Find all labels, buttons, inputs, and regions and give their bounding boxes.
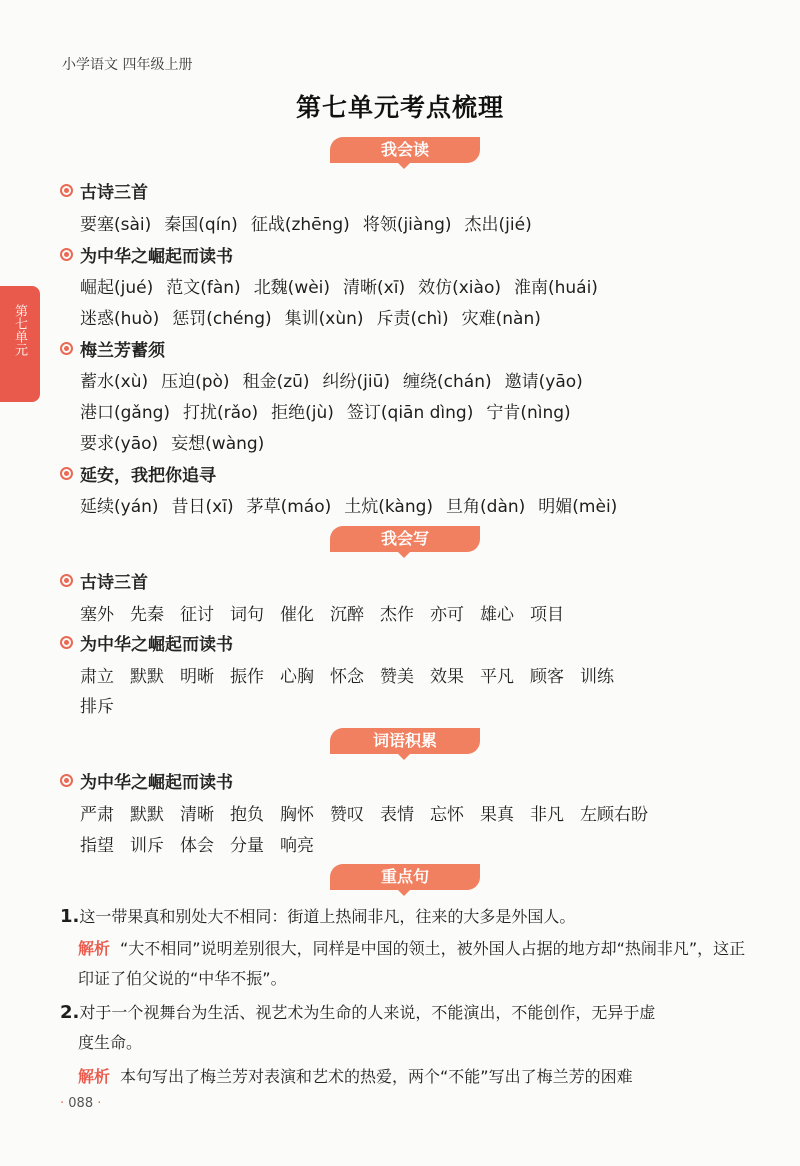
word-item: 非凡 <box>530 805 564 825</box>
word-item: 雄心 <box>480 605 514 625</box>
page-number: · 088 · <box>60 1096 102 1111</box>
word-item: 签订(qiān dìng) <box>346 403 474 423</box>
word-item: 清晰(xī) <box>343 278 406 298</box>
word-row <box>80 429 277 454</box>
word-item: 默默 <box>130 805 164 825</box>
explanation-text: 本句写出了梅兰芳对表演和艺术的热爱，两个“不能”写出了梅兰芳的困难 <box>120 1067 633 1086</box>
word-item: 顾客 <box>530 667 564 687</box>
word-item: 缠绕(chán) <box>403 372 492 392</box>
word-item: 明晰 <box>180 667 214 687</box>
word-item: 清晰 <box>180 805 214 825</box>
word-item: 催化 <box>280 605 314 625</box>
word-item: 打扰(rǎo) <box>183 403 259 423</box>
word-item: 赞美 <box>380 667 414 687</box>
word-item: 训斥 <box>130 836 164 856</box>
sentence-text: 对于一个视舞台为生活、视艺术为生命的人来说，不能演出，不能创作，无异于虚 <box>79 1003 656 1022</box>
word-item: 项目 <box>530 605 564 625</box>
word-row <box>80 492 630 517</box>
word-item: 压迫(pò) <box>161 372 230 392</box>
word-item: 北魏(wèi) <box>253 278 331 298</box>
unit-side-tab <box>0 286 40 402</box>
section-heading: 古诗三首 <box>60 568 148 593</box>
word-item: 灾难(nàn) <box>461 309 541 329</box>
word-item: 斥责(chì) <box>376 309 449 329</box>
word-item: 将领(jiàng) <box>362 215 452 235</box>
word-item: 杰作 <box>380 605 414 625</box>
word-item: 抱负 <box>230 805 264 825</box>
word-item: 妄想(wàng) <box>171 434 265 454</box>
book-header: 小学语文 四年级上册 <box>62 57 193 73</box>
word-item: 秦国(qín) <box>164 215 238 235</box>
bullet-icon <box>60 574 73 587</box>
word-item: 沉醉 <box>330 605 364 625</box>
word-item: 心胸 <box>280 667 314 687</box>
bullet-icon <box>60 248 73 261</box>
explanation-text: “大不相同”说明差别很大，同样是中国的领土，被外国人占据的地方却“热闹非凡”，这正印证了伯父说的“中华不振”。 <box>78 939 746 988</box>
explanation-tag: 解析 <box>78 939 111 958</box>
sentence-number: 1. <box>60 906 80 927</box>
word-item: 征战(zhēng) <box>250 215 350 235</box>
sentence-text: 这一带果真和别处大不相同：街道上热闹非凡，往来的大多是外国人。 <box>79 907 576 926</box>
word-item: 集训(xùn) <box>284 309 364 329</box>
word-item: 默默 <box>130 667 164 687</box>
word-item: 果真 <box>480 805 514 825</box>
word-item: 迷惑(huò) <box>80 309 160 329</box>
word-row <box>80 273 611 298</box>
bullet-icon <box>60 342 73 355</box>
word-item: 宁肯(nìng) <box>486 403 571 423</box>
section-heading: 为中华之崛起而读书 <box>60 630 233 655</box>
banner-words: 词语积累 <box>330 728 480 754</box>
word-item: 分量 <box>230 836 264 856</box>
word-item: 亦可 <box>430 605 464 625</box>
word-item: 词句 <box>230 605 264 625</box>
word-item: 平凡 <box>480 667 514 687</box>
word-item: 蓄水(xù) <box>80 372 149 392</box>
banner-write: 我会写 <box>330 526 480 552</box>
banner-read: 我会读 <box>330 137 480 163</box>
word-row <box>80 304 554 329</box>
section-heading: 梅兰芳蓄须 <box>60 336 165 361</box>
word-item: 纠纷(jiū) <box>322 372 391 392</box>
word-row <box>80 367 596 392</box>
word-item: 先秦 <box>130 605 164 625</box>
word-item: 杰出(jié) <box>464 215 532 235</box>
section-heading: 为中华之崛起而读书 <box>60 242 233 267</box>
bullet-icon <box>60 467 73 480</box>
word-item: 响亮 <box>280 836 314 856</box>
word-item: 范文(fàn) <box>166 278 241 298</box>
sentence-number: 2. <box>60 1002 80 1023</box>
section-heading: 古诗三首 <box>60 178 148 203</box>
word-item: 赞叹 <box>330 805 364 825</box>
word-item: 振作 <box>230 667 264 687</box>
word-item: 港口(gǎng) <box>80 403 171 423</box>
word-item: 旦角(dàn) <box>446 497 526 517</box>
word-item: 表情 <box>380 805 414 825</box>
word-item: 惩罚(chéng) <box>172 309 272 329</box>
word-item: 怀念 <box>330 667 364 687</box>
key-sentence <box>60 902 752 932</box>
word-row <box>80 600 580 625</box>
word-item: 排斥 <box>80 697 114 717</box>
explanation-tag: 解析 <box>78 1067 111 1086</box>
word-item: 淮南(huái) <box>513 278 598 298</box>
explanation <box>78 1062 750 1092</box>
banner-key-sentences: 重点句 <box>330 864 480 890</box>
bullet-icon <box>60 774 73 787</box>
bullet-icon <box>60 184 73 197</box>
word-row <box>80 831 330 856</box>
word-item: 指望 <box>80 836 114 856</box>
word-item: 明媚(mèi) <box>538 497 618 517</box>
word-item: 体会 <box>180 836 214 856</box>
word-item: 茅草(máo) <box>246 497 332 517</box>
word-item: 左顾右盼 <box>580 805 648 825</box>
word-item: 肃立 <box>80 667 114 687</box>
word-item: 延续(yán) <box>80 497 159 517</box>
word-item: 训练 <box>580 667 614 687</box>
word-row <box>80 800 664 825</box>
word-row <box>80 210 545 235</box>
word-item: 昔日(xī) <box>171 497 234 517</box>
section-heading: 延安，我把你追寻 <box>60 461 216 486</box>
word-item: 严肃 <box>80 805 114 825</box>
bullet-icon <box>60 636 73 649</box>
word-item: 租金(zū) <box>242 372 310 392</box>
page-title: 第七单元考点梳理 <box>295 93 504 122</box>
word-item: 胸怀 <box>280 805 314 825</box>
word-row <box>80 398 584 423</box>
word-row <box>80 662 630 687</box>
explanation <box>78 934 750 994</box>
word-item: 忘怀 <box>430 805 464 825</box>
section-heading: 为中华之崛起而读书 <box>60 768 233 793</box>
word-item: 崛起(jué) <box>80 278 154 298</box>
word-item: 效果 <box>430 667 464 687</box>
word-item: 效仿(xiào) <box>418 278 501 298</box>
key-sentence <box>60 998 752 1058</box>
sentence-text-continued: 度生命。 <box>78 1033 143 1052</box>
word-item: 土炕(kàng) <box>344 497 434 517</box>
word-item: 塞外 <box>80 605 114 625</box>
word-row <box>80 692 130 717</box>
unit-side-tab-label: 第七单元 <box>12 304 27 356</box>
word-item: 征讨 <box>180 605 214 625</box>
word-item: 要求(yāo) <box>80 434 159 454</box>
word-item: 拒绝(jù) <box>271 403 334 423</box>
word-item: 要塞(sài) <box>80 215 152 235</box>
word-item: 邀请(yāo) <box>504 372 583 392</box>
